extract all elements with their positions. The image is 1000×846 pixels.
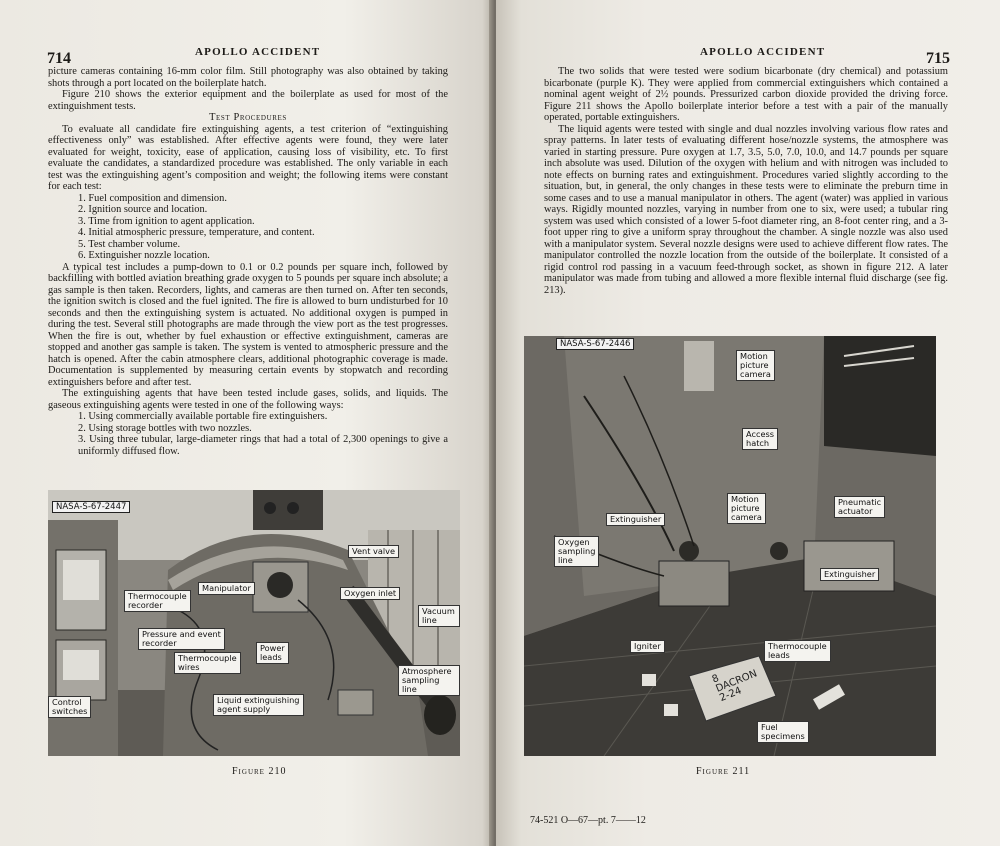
callout-vent-valve: Vent valve <box>348 545 399 558</box>
figure-210-photo <box>48 490 460 756</box>
right-page <box>496 0 1000 846</box>
callout-vacuum-line: Vacuum line <box>418 605 460 627</box>
paragraph: The two solids that were tested were sodium bicarbonate (dry chemical) and potassium bicarbonate (purple K). They were applied from commercial extinguishers which contained a nominal agent weight of 2½ pounds. Pressurized carbon dioxide provided the driving force. Figure 211 shows the Apollo boilerplate interior before a test with a pair of the manually operated, portable extinguishers. <box>544 66 948 123</box>
figure-210-image <box>48 490 460 756</box>
callout-extinguisher-left: Extinguisher <box>606 513 665 526</box>
callout-manipulator: Manipulator <box>198 582 255 595</box>
paragraph: The extinguishing agents that have been tested include gases, solids, and liquids. The gaseous extinguishing agents were tested in one of the following ways: <box>48 388 448 411</box>
callout-thermocouple-wires: Thermocouple wires <box>174 652 241 674</box>
page-number: 715 <box>926 50 950 67</box>
list-item: 3. Using three tubular, large-diameter rings that had a total of 2,300 openings to give a uniformly diffused flow. <box>78 434 448 457</box>
list-item: 2. Using storage bottles with two nozzles. <box>78 422 252 434</box>
figure-caption: Figure 211 <box>696 766 751 777</box>
list-item: 1. Using commercially available portable fire extinguishers. <box>78 411 328 422</box>
paragraph: The liquid agents were tested with single and dual nozzles involving various flow rates and spray patterns. In later tests of evaluating different hose/nozzle systems, the atmosphere was varied in starting pressure. Pure oxygen at 1.7, 3.5, 5.0, 7.0, 10.0, and 14.7 pounds per square inch absolute was used. Dilution of the oxygen with helium and with nitrogen was included to note effects on burning rates and extinguishment. Procedures varied slightly according to the situation, but, in general, the only changes in these tests were to eliminate the preburn time in some cases and to use a manual manipulator in others. The agent (water) was applied in various ways. Rigidly mounted nozzles, varying in number from one to six, were used; a tubular ring system was used which consisted of a lower 5-foot diameter ring, an 8-foot center ring, and a 3-foot upper ring to give a uniform spray throughout the chamber. A single nozzle was also used with a manipulator system. Several nozzle designs were used to achieve different flow rates. The manipulator controlled the nozzle location from the outside of the boilerplate. It consisted of a rigid control rod passing in a vacuum feed-through socket, as shown in figure 212. A later manipulator was made from tubing and allowed a more flexible internal fluid discharge (see fig. 213). <box>544 123 948 296</box>
callout-thermocouple-recorder: Thermocouple recorder <box>124 590 191 612</box>
list-item: 6. Extinguisher nozzle location. <box>78 250 210 261</box>
constants-list <box>78 193 448 262</box>
callout-pneumatic-actuator: Pneumatic actuator <box>834 496 885 518</box>
running-head: APOLLO ACCIDENT <box>700 46 826 58</box>
figure-211-photo <box>524 336 936 756</box>
methods-list <box>78 411 448 457</box>
list-item: 2. Ignition source and location. <box>78 204 208 215</box>
callout-fuel-specimens: Fuel specimens <box>757 721 809 743</box>
body-text <box>48 66 448 457</box>
list-item: 1. Fuel composition and dimension. <box>78 192 227 204</box>
callout-oxygen-sampling-line: Oxygen sampling line <box>554 536 599 567</box>
paragraph: A typical test includes a pump-down to 0.1 or 0.2 pounds per square inch, followed by backfilling with bottled aviation breathing grade oxygen to 5 pounds per square inch absolute; a gas sample is then taken. Recorders, lights, and cameras are then turned on. After ten seconds, the ignition switch is closed and the fuel ignited. The fire is allowed to burn undisturbed for 10 seconds and then the extinguishing system is actuated. No additional oxygen is pumped in during the test. Several still photographs are made through the view port as the test progresses. When the fire is out, whether by fuel exhaustion or effective extinguishment, cameras are stopped and another gas sample is taken. The system is vented to atmospheric pressure and the hatch is opened. After the cabin atmosphere clears, additional photographic coverage is made. Documentation is supplemented by measuring certain events by stopwatch and recording extinguishers before and after test. <box>48 261 448 388</box>
callout-extinguisher-right: Extinguisher <box>820 568 879 581</box>
printer-footer: 74-521 O—67—pt. 7——12 <box>530 815 646 826</box>
figure-reference: Figure 210 shows the exterior equipment and the boilerplate as used for most of the extinguishment tests. <box>48 89 448 112</box>
callout-pressure-event-recorder: Pressure and event recorder <box>138 628 225 650</box>
fuel-box-stencil: 8 DACRON 2-24 <box>710 668 759 705</box>
callout-liquid-agent-supply: Liquid extinguishing agent supply <box>213 694 304 716</box>
callout-power-leads: Power leads <box>256 642 289 664</box>
callout-motion-picture-camera-top: Motion picture camera <box>736 350 775 381</box>
list-item: 3. Time from ignition to agent application. <box>78 215 255 227</box>
figure-id-label: NASA-S-67-2447 <box>52 501 130 513</box>
figure-caption: Figure 210 <box>232 766 287 777</box>
page-number: 714 <box>47 50 71 67</box>
paragraph: To evaluate all candidate fire extinguishing agents, a test criterion of “extinguishing effectiveness only” was established. After effective agents were found, they were later evaluated for weight, toxicity, ease of application, causing loss of visibility, etc. To first evaluate the candidates, a standardized procedure was established. The only variable in each test was the extinguishing agent’s composition and weight; the following items were constant for each test: <box>48 123 448 192</box>
callout-thermocouple-leads: Thermocouple leads <box>764 640 831 662</box>
callout-access-hatch: Access hatch <box>742 428 778 450</box>
callout-oxygen-inlet: Oxygen inlet <box>340 587 400 600</box>
figure-id-label: NASA-S-67-2446 <box>556 338 634 350</box>
left-page <box>0 0 492 846</box>
intro-paragraph: picture cameras containing 16-mm color film. Still photography was also obtained by taking shots through a port located on the boilerplate hatch. <box>48 66 448 89</box>
callout-atmosphere-sampling-line: Atmosphere sampling line <box>398 665 460 696</box>
callout-motion-picture-camera-mid: Motion picture camera <box>727 493 766 524</box>
running-head: APOLLO ACCIDENT <box>195 46 321 58</box>
callout-control-switches: Control switches <box>48 696 91 718</box>
section-heading: Test Procedures <box>209 112 287 123</box>
body-text <box>544 66 948 296</box>
list-item: 5. Test chamber volume. <box>78 238 181 250</box>
list-item: 4. Initial atmospheric pressure, temperature, and content. <box>78 227 315 238</box>
callout-igniter: Igniter <box>630 640 665 653</box>
